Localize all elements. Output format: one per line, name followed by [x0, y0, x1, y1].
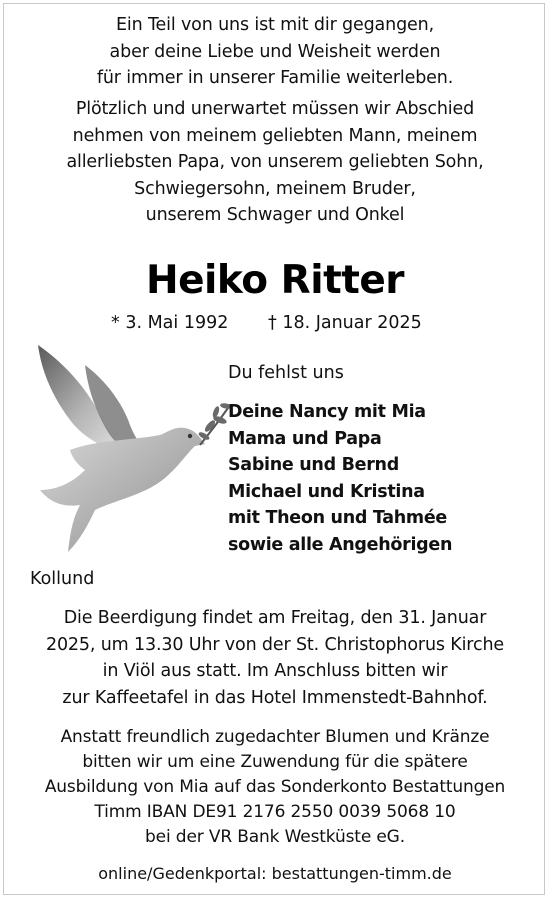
- poem-line: für immer in unserer Familie weiterleben.: [96, 68, 454, 88]
- donation-line: Ausbildung von Mia auf das Sonderkonto Bestattungen: [44, 777, 506, 797]
- announcement-text: [0, 96, 550, 229]
- farewell-line: Du fehlst uns: [228, 363, 344, 383]
- announcement-line: nehmen von meinem geliebten Mann, meinem: [72, 125, 478, 146]
- announcement-line: unserem Schwager und Onkel: [145, 205, 405, 225]
- announcement-line: allerliebsten Papa, von unserem geliebten Sohn,: [66, 152, 484, 172]
- funeral-line: in Viöl aus statt. Im Anschluss bitten wir: [102, 661, 448, 681]
- mourner-entry: Mama und Papa: [228, 428, 382, 449]
- place-name: Kollund: [30, 569, 95, 589]
- birth-date: * 3. Mai 1992: [111, 313, 229, 333]
- donation-request: [0, 725, 550, 850]
- announcement-line: Plötzlich und unerwartet müssen wir Abschied: [75, 99, 475, 119]
- mourners-list: [228, 399, 452, 558]
- donation-line: bitten wir um eine Zuwendung für die spätere: [82, 752, 468, 772]
- death-date: † 18. Januar 2025: [268, 313, 422, 333]
- funeral-details: [0, 605, 550, 711]
- announcement-line: Schwiegersohn, meinem Bruder,: [134, 178, 416, 199]
- mourner-entry: Michael und Kristina: [228, 481, 425, 502]
- funeral-line: zur Kaffeetafel in das Hotel Immenstedt-Bahnhof.: [62, 687, 488, 708]
- deceased-name: Heiko Ritter: [145, 258, 405, 303]
- mourner-entry: Sabine und Bernd: [228, 455, 399, 475]
- dove-with-olive-branch-icon: [30, 340, 235, 560]
- funeral-line: 2025, um 13.30 Uhr von der St. Christophorus Kirche: [45, 634, 505, 655]
- mourner-entry: Deine Nancy mit Mia: [228, 402, 426, 422]
- donation-line: Anstatt freundlich zugedachter Blumen und Kränze: [60, 727, 490, 747]
- online-memorial-portal: online/Gedenkportal: bestattungen-timm.de: [98, 864, 452, 883]
- poem-line: Ein Teil von uns ist mit dir gegangen,: [115, 15, 435, 35]
- mourner-entry: sowie alle Angehörigen: [228, 534, 453, 555]
- mourner-entry: mit Theon und Tahmée: [228, 508, 447, 528]
- poem-line: aber deine Liebe und Weisheit werden: [109, 41, 441, 62]
- funeral-line: Die Beerdigung findet am Freitag, den 31. Januar: [63, 608, 487, 628]
- donation-line: Timm IBAN DE91 2176 2550 0039 5068 10: [94, 802, 456, 822]
- donation-line: bei der VR Bank Westküste eG.: [145, 827, 405, 847]
- memorial-poem: [0, 12, 550, 92]
